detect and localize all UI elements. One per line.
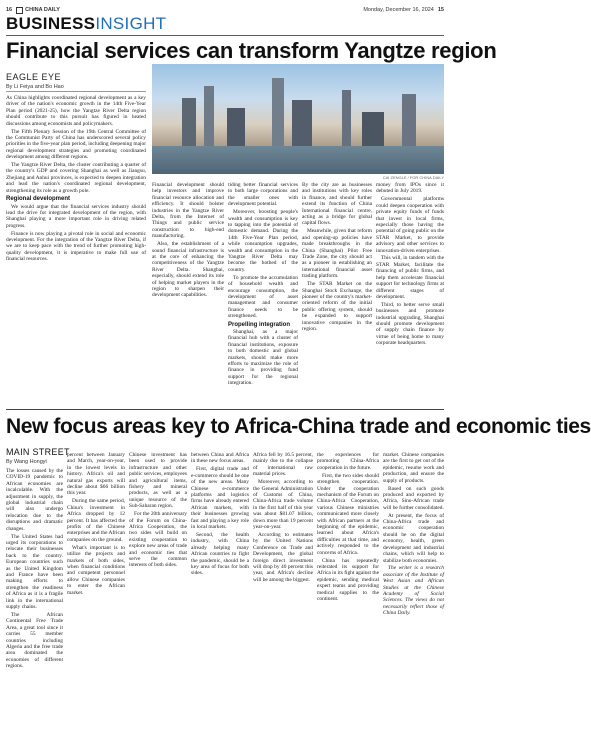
paragraph: First, the two sides should strengthen cooperation. Under the cooperation mechanism of the Forum on China-Africa Cooperation, various Chinese ministries communicated more closely with African partners at the beginning of the epidemic, learned about Africa's difficulties at that time, and actively responded to the concerns of Africa.: [317, 472, 379, 556]
column-kicker-main-street: MAIN STREET: [6, 447, 70, 457]
story2-column-5: [253, 452, 313, 742]
paragraph: tiding better financial services to both large corporations and the smaller ones with development potential.: [228, 182, 298, 208]
paragraph: The losses caused by the COVID-19 pandemic to African economies are incalculable. With the adjustment in supply, the global industrial chain will also undergo relocation due to the disruptions and dramatic changes.: [6, 468, 63, 532]
story1-column-4: [302, 182, 372, 405]
section-word-insight: INSIGHT: [95, 14, 167, 33]
paragraph: The STAR Market on the Shanghai Stock Exchange, the pioneer of the country's market-oriented reform of the initial public offering system, should be expanded to support innovative companies in the region.: [302, 281, 372, 332]
paragraph: money from IPOs since it debuted in July 2019.: [376, 182, 444, 195]
paper-name: CHINA DAILY: [25, 7, 60, 13]
story1-column-1: [6, 95, 146, 405]
photo-building: [292, 100, 312, 148]
paragraph: Chinese investment has been used to provide infrastructure and other public services, employees and agricultural items, fishery and mineral products, as well as a unique resource of the Sub-Saharan region.: [129, 452, 187, 510]
section-word-business: BUSINESS: [6, 14, 96, 33]
story2-column-7: [383, 452, 444, 742]
yangtze-city-photo: [152, 64, 444, 174]
paragraph: This will, in tandem with the STAR Market, facilitate the financing of public firms, and help them accelerate financial support for technology firms at different stages of development.: [376, 255, 444, 300]
paragraph: Moreover, according to the General Administration of Customs of China, China-Africa trade volume in the first half of this year was about $81.07 billion, down more than 19 percent year-on-year.: [253, 479, 313, 530]
story1-column-3: [228, 182, 298, 405]
photo-caption: CAI ZENGLE / FOR CHINA DAILY: [382, 175, 444, 180]
paragraph: Africa fell by 16.5 percent, mainly due to the collapse of international raw material prices.: [253, 452, 313, 478]
paragraph: market. Chinese companies are the first to get out of the epidemic, resume work and production, and ensure the supply of products.: [383, 452, 444, 484]
subheading-propelling-integration: Propelling integration: [228, 321, 291, 328]
story2-column-6: [317, 452, 379, 742]
story2-column-2: [67, 452, 125, 742]
paragraph: the experiences for promoting China-Africa cooperation in the future.: [317, 452, 379, 471]
photo-river: [152, 146, 444, 174]
paragraph: Meanwhile, given that reform and opening-up policies have made breakthroughs in the China (Shanghai) Pilot Free Trade Zone, the city should act as a pioneer in establishing an international financial asset trading platform.: [302, 228, 372, 280]
paragraph: Shanghai, as a major financial hub with a cluster of financial institutions, exposure to both domestic and global markets, should make more efforts to maximize the role of finance in providing fund support for the regional integration.: [228, 328, 298, 387]
author-note: The writer is a research associate of the Institute of West Asian and African Studies at the Chinese Academy of Social Sciences. The views do not necessarily reflect those of China Daily.: [383, 565, 444, 617]
story1-column-5: [376, 182, 444, 405]
page-number-left: 16: [6, 7, 13, 13]
paragraph: The United States had urged its corporations to relocate their businesses back to the country. European countries such as the United Kingdom and France have been making efforts to strengthen the readiness of Africa as it is a fragile link in the international supply chains.: [6, 533, 63, 611]
paragraph: The Yangtze River Delta, the cluster contributing a quarter of the country's GDP and covering Shanghai as well as Jiangsu, Zhejiang and Anhui provinces, is expected to deepen integration and lead the nation's coordinated regional development, strengthening its role as a growth pole.: [6, 162, 146, 194]
paragraph: Moreover, boosting people's wealth and consumption is key to tapping into the potential of domestic demand. During the 14th Five-Year Plan period, while consumption upgrades, wealth and consumption in the Yangtze River Delta may become the hotbed of the country.: [228, 209, 298, 273]
photo-building: [227, 108, 245, 148]
headline-africa-china: New focus areas key to Africa-China trade and economic ties: [6, 415, 591, 438]
headline-financial-services: Financial services can transform Yangtze region: [6, 38, 497, 63]
paragraph: percent between January and March, year-on-year, in the lowest levels in history. Africa's oil and natural gas exports will decline about $66 billion this year.: [67, 452, 125, 497]
paragraph: Second, the health industry, with China already helping many African countries to fight the pandemic, should be a key area of focus for both sides.: [191, 531, 249, 577]
photo-building: [402, 94, 416, 148]
section-rule: [6, 35, 444, 36]
photo-building: [204, 86, 214, 148]
paragraph: By the city are as businesses and institutions with key roles in finance, and should further extend its function of China International financial centre, acting as a bridge for global capital flows.: [302, 182, 372, 227]
paragraph: During the same period, China's investment in Africa dropped by 12 percent. It has affected the profits of the Chinese enterprises and the African companies on the ground.: [67, 498, 125, 543]
photo-building: [182, 98, 196, 148]
paragraph: As China highlights coordinated regional development as a key driver of the nation's economic growth in the 14th Five-Year Plan period (2021-25), how the Yangtze River Delta region should contribute to this pursuit has figured in heated discussions among economists and policymakers.: [6, 95, 146, 127]
paragraph: To promote the accumulation of household wealth and encourage consumption, the development of asset management and consumer finance needs to be strengthened.: [228, 274, 298, 320]
story1-column-2: [152, 182, 224, 405]
story2-column-3: [129, 452, 187, 742]
edition-date: Monday, December 16, 2024: [363, 7, 434, 13]
paragraph: What's important is to utilize the projects and markets of both sides, when financial conditions and competent personnel allow Chinese companies to enter the African market.: [67, 544, 125, 596]
paragraph: Based on such goods produced and exported by Africa, Sino-African trade will be further consolidated.: [383, 485, 444, 511]
paragraph: Finance is now playing a pivotal role in social and economic development. For the integration of the Yangtze River Delta, if we are to keep pace with the trend of further promoting high-quality development, it is imperative to make full use of financial resources.: [6, 230, 146, 263]
paragraph: For the 20th anniversary of the Forum on China-Africa Cooperation, the two sides will build on existing cooperation to explore new areas of trade and economic ties that serve the common interests of both sides.: [129, 511, 187, 569]
paragraph: The Fifth Plenary Session of the 19th Central Committee of the Communist Party of China has underscored several policy priorities in the five-year plan period, including deepening major regional development strategies and promoting coordinated development among different regions.: [6, 128, 146, 161]
china-daily-logo-icon: [16, 7, 23, 14]
column-kicker-eagle-eye: EAGLE EYE: [6, 72, 62, 82]
paragraph: We would argue that the financial services industry should lead the drive for integrated development of the region, with Shanghai playing a more important role in driving related progress.: [6, 203, 146, 229]
byline-story2: By Wang Hongyi: [6, 459, 47, 465]
subheading-regional-development: Regional development: [6, 196, 71, 203]
byline-story1: By Li Feiya and Bo Hao: [6, 84, 64, 90]
paragraph: According to estimates by the United Nations Conference on Trade and Development, the global foreign direct investment will drop by 40 percent this year, and Africa's decline will be among the biggest.: [253, 531, 313, 583]
paragraph: Also, the establishment of a sound financial infrastructure is at the core of enhancing the competitiveness of the Yangtze River Delta. Shanghai, especially, should extend its role of helping market players in the region to sharpen their development capabilities.: [152, 241, 224, 299]
section-heading: [6, 14, 166, 34]
paper-logo: [16, 7, 60, 14]
page-number-right: 15: [437, 7, 444, 13]
paragraph: Financial development should help investors and improve financial resource allocation and efficiency. It should bolster industries in the Yangtze River Delta, from the Internet of Things and public service construction to high-end manufacturing.: [152, 182, 224, 240]
story2-column-4: [191, 452, 249, 742]
photo-building: [362, 112, 384, 148]
photo-building: [342, 90, 351, 148]
paragraph: The African Continental Free Trade Area, a great tool since it carries 55 member countries including Algeria and the free trade area dominated the economies of different regions.: [6, 611, 63, 670]
story-divider: [6, 409, 444, 410]
paragraph: China has repeatedly reiterated its support for Africa in its fight against the epidemic, sending medical expert teams and providing medical supplies to the continent.: [317, 557, 379, 602]
story2-column-1: [6, 468, 63, 742]
byline-rule: [6, 91, 146, 92]
photo-building: [272, 78, 284, 148]
paragraph: Third, to better serve small businesses and promote industrial upgrading, Shanghai should promote development of supply chain finance by virtue of being home to many corporate headquarters.: [376, 301, 444, 347]
paragraph: First, digital trade and e-commerce should be one of the new areas. Many Chinese e-commerce platforms and logistics firms have already entered African markets, with their businesses growing fast and playing a key role in local markets.: [191, 466, 249, 530]
paragraph: between China and Africa in these new focus areas.: [191, 452, 249, 465]
paragraph: Governmental platforms could deepen cooperation with private equity funds of funds that invest in local firms, especially those having the potential of going public on the STAR Market, to provide advisory and other services to innovation-driven enterprises.: [376, 196, 444, 254]
paragraph: At present, the focus of China-Africa trade and economic cooperation should be on the digital economy, health, green development and industrial chains, which will help to stabilize both economies.: [383, 512, 444, 564]
